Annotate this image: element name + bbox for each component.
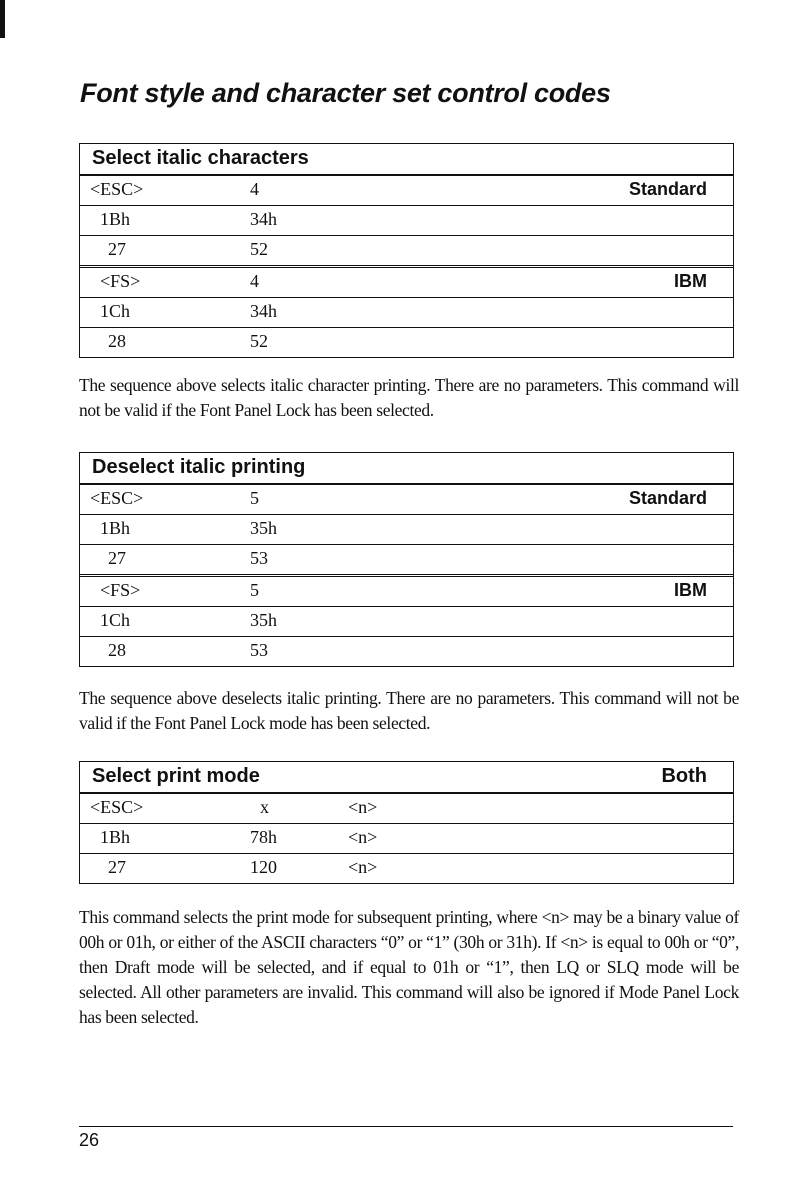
- code-hex: 1Ch: [100, 610, 131, 630]
- select-print-mode-code-table: [79, 761, 734, 884]
- code-param-decimal: 53: [250, 640, 268, 660]
- code-table-heading: Select italic characters: [92, 147, 309, 169]
- code-decimal: 27: [108, 548, 126, 568]
- code-row: [80, 577, 733, 607]
- code-param-hex: 35h: [250, 518, 277, 538]
- code-table-header: [80, 762, 733, 794]
- code-esc: <ESC>: [90, 179, 144, 199]
- code-row: [80, 236, 733, 268]
- code-param-decimal: 120: [250, 857, 277, 877]
- code-row: [80, 545, 733, 577]
- code-hex: 1Bh: [100, 518, 131, 538]
- emulation-tag: Standard: [628, 488, 707, 508]
- code-param: x: [260, 797, 269, 817]
- code-table-heading: Deselect italic printing: [92, 456, 306, 478]
- emulation-tag: Both: [661, 765, 707, 787]
- code-param: 5: [250, 488, 259, 508]
- code-fs: <FS>: [100, 580, 141, 600]
- code-param-decimal: 52: [250, 331, 268, 351]
- code-param: 4: [250, 271, 259, 291]
- code-decimal: 27: [108, 239, 126, 259]
- code-hex: 1Bh: [100, 827, 131, 847]
- code-row: [80, 515, 733, 545]
- code-esc: <ESC>: [90, 797, 144, 817]
- code-param: 5: [250, 580, 259, 600]
- select-print-mode-description: This command selects the print mode for subsequent printing, where <n> may be a binary value of 00h or 01h, or either of the ASCII characters “0” or “1” (30h or 31h). If <n> is equal to 00h or “0”, then Draft mode will be selected, and if equal to 01h or “1”, then LQ or SLQ mode will be selected. All other parameters are invalid. This command will also be ignored if Mode Panel Lock has been selected.: [79, 907, 739, 1027]
- code-esc: <ESC>: [90, 488, 144, 508]
- code-row: [80, 176, 733, 206]
- code-decimal: 28: [108, 331, 126, 351]
- emulation-tag: IBM: [674, 580, 707, 600]
- code-decimal: 27: [108, 857, 126, 877]
- code-decimal: 28: [108, 640, 126, 660]
- page-title: Font style and character set control codes: [80, 78, 611, 108]
- code-param-hex: 34h: [250, 209, 277, 229]
- code-param-hex: 78h: [250, 827, 277, 847]
- code-row: [80, 607, 733, 637]
- code-param: 4: [250, 179, 259, 199]
- code-row: [80, 485, 733, 515]
- deselect-italic-code-table: [79, 452, 734, 667]
- code-hex: 1Ch: [100, 301, 131, 321]
- code-table-header: [80, 453, 733, 485]
- code-table-header: [80, 144, 733, 176]
- code-param-decimal: 53: [250, 548, 268, 568]
- code-table-heading: Select print mode: [92, 765, 260, 787]
- code-row: [80, 794, 733, 824]
- emulation-tag: IBM: [674, 271, 707, 291]
- code-row: [80, 637, 733, 666]
- code-row: [80, 268, 733, 298]
- code-param-hex: 35h: [250, 610, 277, 630]
- emulation-tag: Standard: [628, 179, 707, 199]
- code-n-param: <n>: [348, 797, 378, 817]
- select-italic-code-table: [79, 143, 734, 358]
- select-italic-description: The sequence above selects italic character printing. There are no parameters. This command will not be valid if the Font Panel Lock has been selected.: [79, 375, 739, 420]
- code-row: [80, 206, 733, 236]
- code-n-param: <n>: [348, 827, 378, 847]
- page-number: 26: [79, 1130, 100, 1150]
- scan-edge-mark: [0, 0, 5, 38]
- code-fs: <FS>: [100, 271, 141, 291]
- code-hex: 1Bh: [100, 209, 131, 229]
- code-param-decimal: 52: [250, 239, 268, 259]
- code-n-param: <n>: [348, 857, 378, 877]
- code-row: [80, 298, 733, 328]
- deselect-italic-description: The sequence above deselects italic printing. There are no parameters. This command will not be valid if the Font Panel Lock mode has been selected.: [79, 688, 739, 733]
- code-param-hex: 34h: [250, 301, 277, 321]
- code-row: [80, 854, 733, 883]
- code-row: [80, 824, 733, 854]
- code-row: [80, 328, 733, 357]
- footer-rule: [79, 1126, 733, 1127]
